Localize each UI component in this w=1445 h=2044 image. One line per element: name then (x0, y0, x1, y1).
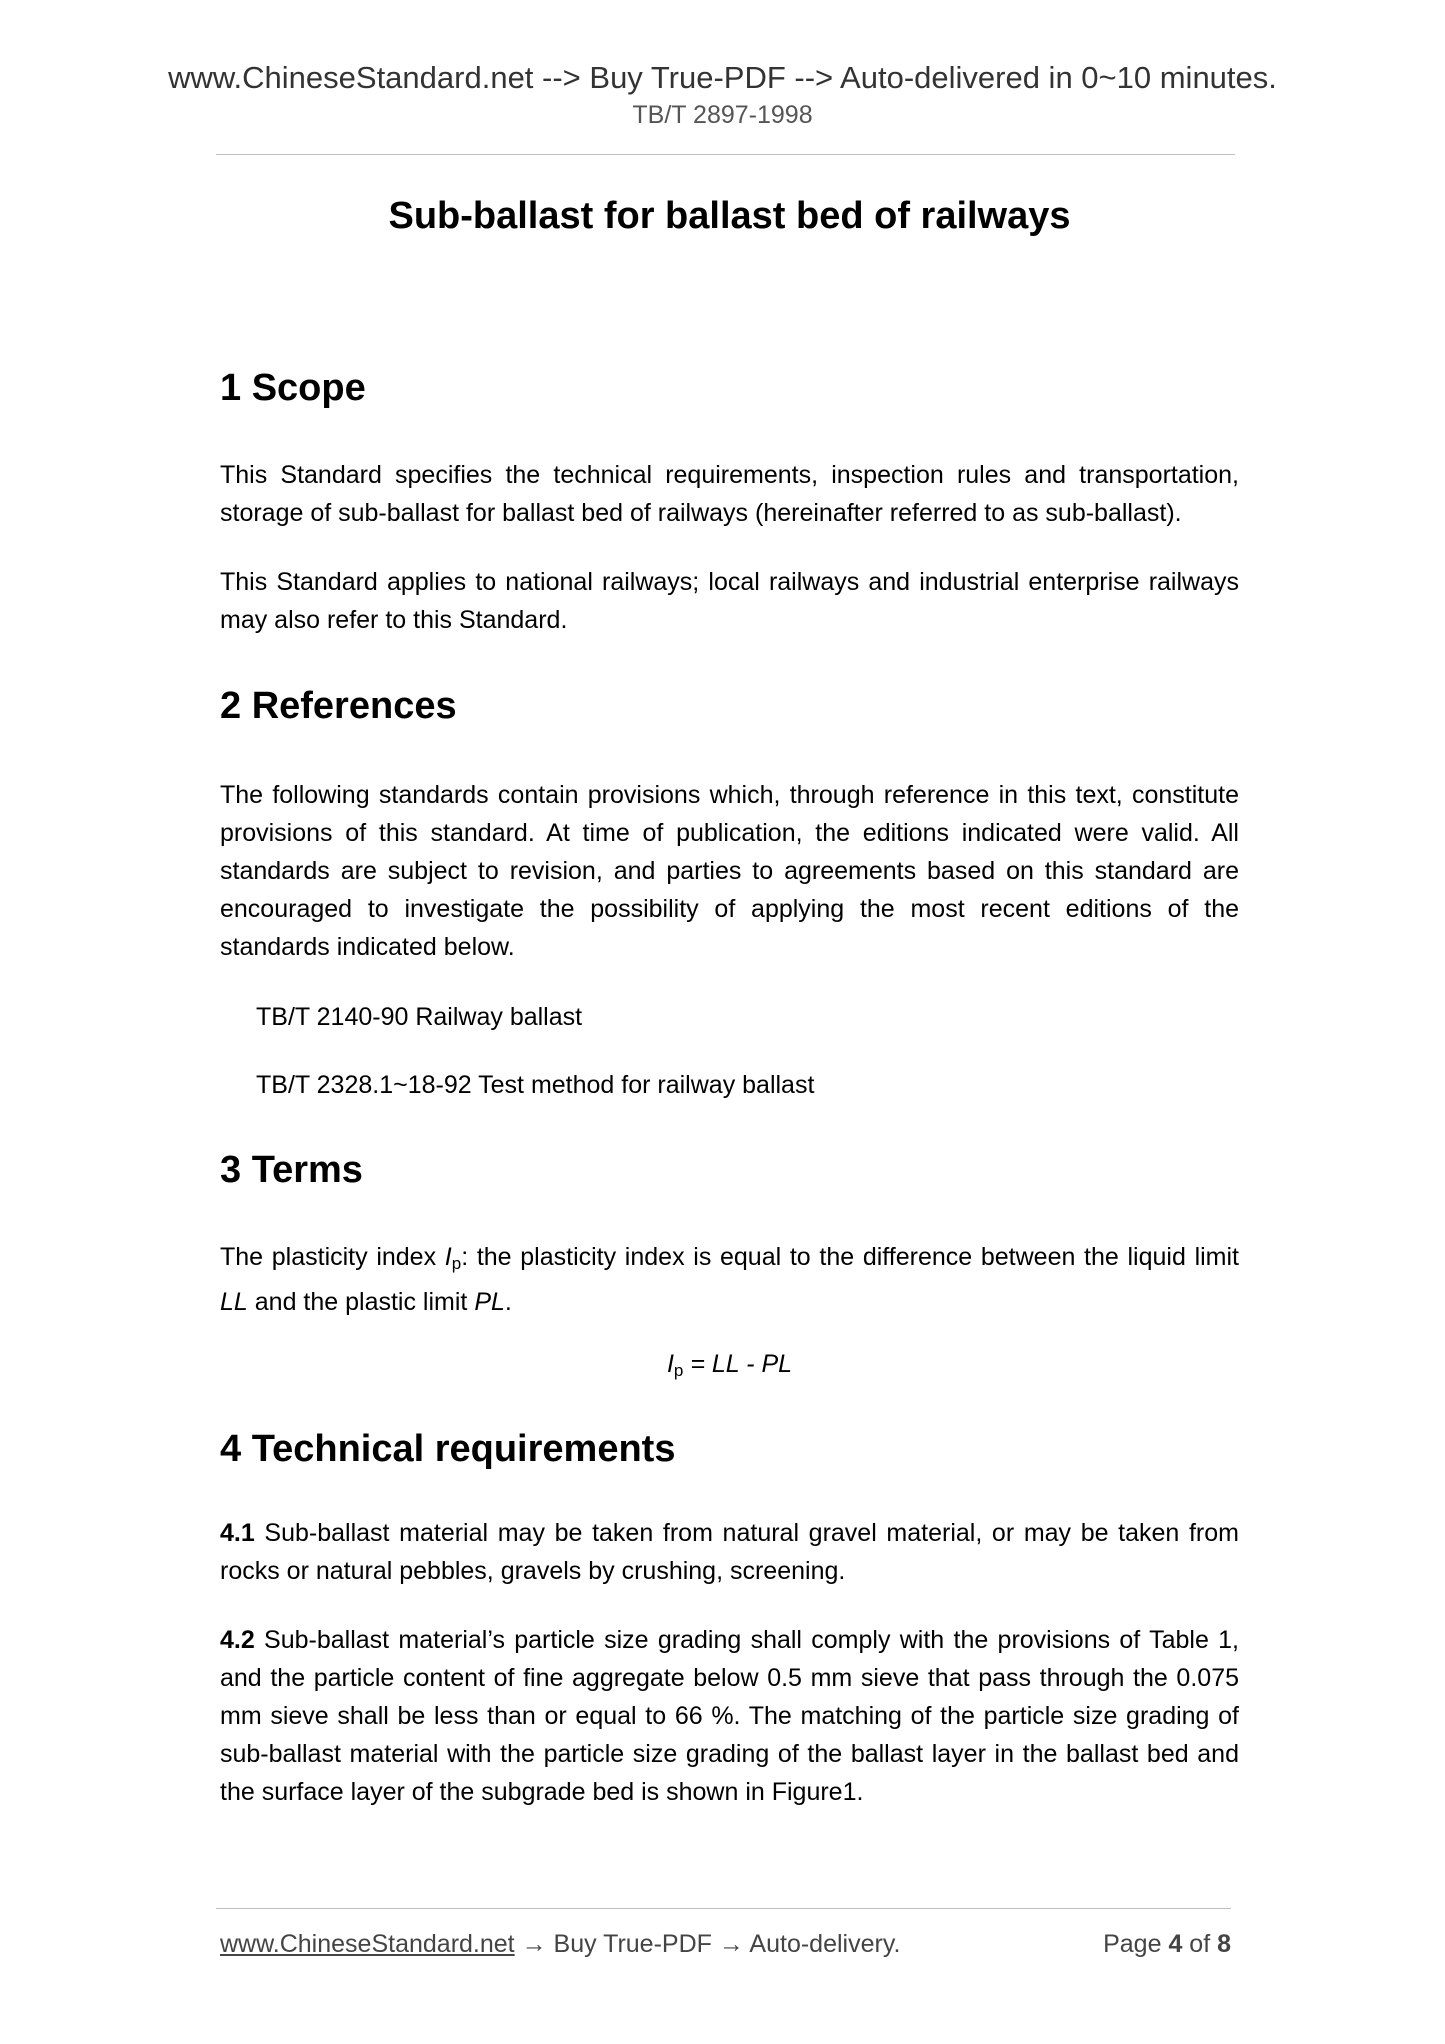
page-footer (220, 1927, 1231, 1961)
heading-terms: 3 Terms (220, 1149, 363, 1191)
page-number: Page 4 of 8 (1103, 1930, 1231, 1958)
standard-code: TB/T 2897-1998 (632, 101, 813, 129)
document-title: Sub-ballast for ballast bed of railways (388, 195, 1071, 237)
footer-auto-text: Auto-delivery. (749, 1930, 901, 1958)
clause-4-2: 4.2 Sub-ballast material’s particle size grading shall comply with the provisions of Table 1, and the particle content of fine aggregate below 0.5 mm sieve that pass through the 0.075 mm sieve shall be less than or equal to 66 %. The matching of the particle size grading of sub-ballast material with the particle size grading of the ballast layer in the ballast bed and the surface layer of the subgrade bed is shown in Figure1. (220, 1626, 1239, 1806)
reference-item: TB/T 2140-90 Railway ballast (256, 1003, 583, 1031)
scope-paragraph-2: This Standard applies to national railways; local railways and industrial enterprise railways may also refer to this Standard. (220, 568, 1239, 634)
terms-paragraph: The plasticity index $I_p$: the plasticity index is equal to the difference between the liquid limit LL and the plastic limit PL. (220, 1243, 1239, 1316)
heading-scope: 1 Scope (220, 367, 366, 409)
heading-technical-requirements: 4 Technical requirements (220, 1428, 676, 1470)
clause-4-1: 4.1 Sub-ballast material may be taken from natural gravel material, or may be taken from rocks or natural pebbles, gravels by crushing, screening. (220, 1519, 1239, 1585)
arrow-right-icon: → (514, 1930, 554, 1958)
scope-paragraph-1: This Standard specifies the technical requirements, inspection rules and transportation, storage of sub-ballast for ballast bed of railways (hereinafter referred to as sub-ballast). (220, 461, 1239, 527)
header-divider (216, 154, 1235, 155)
plasticity-formula: $I_p$ = LL - PL (666, 1350, 793, 1380)
footer-buy-text: Buy True-PDF (553, 1930, 712, 1958)
footer-divider (216, 1908, 1231, 1909)
heading-references: 2 References (220, 685, 457, 727)
arrow-right-icon: → (711, 1930, 750, 1958)
references-paragraph: The following standards contain provisions which, through reference in this text, constitute provisions of this standard. At time of publication, the editions indicated were valid. All standards are subject to revision, and parties to agreements based on this standard are encouraged to investigate the possibility of applying the most recent editions of the standards indicated below. (220, 781, 1239, 961)
page-header (0, 58, 1445, 132)
header-banner: www.ChineseStandard.net --> Buy True-PDF --> Auto-delivered in 0~10 minutes. (168, 60, 1277, 95)
footer-site-link[interactable]: www.ChineseStandard.net (220, 1930, 515, 1958)
reference-item: TB/T 2328.1~18-92 Test method for railway ballast (256, 1071, 815, 1099)
